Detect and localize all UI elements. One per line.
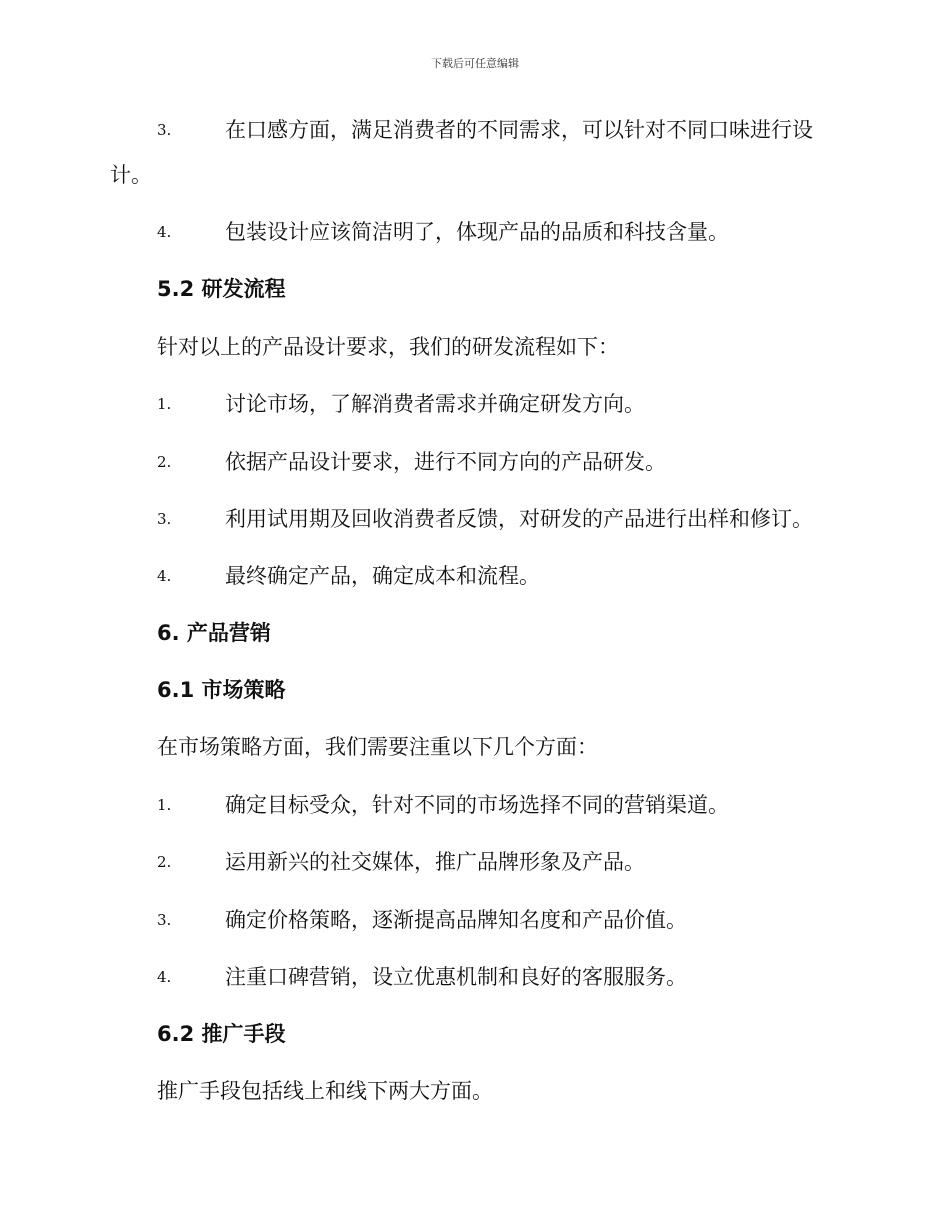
list-number: 2.: [157, 453, 172, 471]
list-item-text: 包装设计应该简洁明了，体现产品的品质和科技含量。: [225, 220, 729, 244]
list-item-text: 运用新兴的社交媒体，推广品牌形象及产品。: [225, 850, 645, 874]
section-heading-6-2: 6.2 推广手段: [157, 1022, 286, 1046]
list-number: 2.: [157, 853, 172, 871]
list-item-text: 在口感方面，满足消费者的不同需求，可以针对不同口味进行设: [225, 118, 813, 142]
list-number: 3.: [157, 510, 172, 528]
section-heading-6-1: 6.1 市场策略: [157, 678, 286, 702]
section-heading-6: 6. 产品营销: [157, 621, 271, 645]
list-number: 4.: [157, 223, 172, 241]
list-item-text: 注重口碑营销，设立优惠机制和良好的客服服务。: [225, 965, 687, 989]
list-item-text: 依据产品设计要求，进行不同方向的产品研发。: [225, 450, 666, 474]
list-number: 4.: [157, 567, 172, 585]
list-number: 1.: [157, 796, 172, 814]
list-item-text: 利用试用期及回收消费者反馈，对研发的产品进行出样和修订。: [225, 507, 813, 531]
list-item-text: 最终确定产品，确定成本和流程。: [225, 564, 540, 588]
list-item-text: 讨论市场，了解消费者需求并确定研发方向。: [225, 392, 645, 416]
list-item-continuation: 计。: [110, 163, 152, 187]
list-number: 3.: [157, 121, 172, 139]
page-header: 下载后可任意编辑: [431, 57, 519, 70]
paragraph-intro: 针对以上的产品设计要求，我们的研发流程如下：: [157, 335, 619, 359]
paragraph-intro: 推广手段包括线上和线下两大方面。: [157, 1079, 493, 1103]
list-item-text: 确定目标受众，针对不同的市场选择不同的营销渠道。: [225, 793, 729, 817]
list-number: 3.: [157, 911, 172, 929]
paragraph-intro: 在市场策略方面，我们需要注重以下几个方面：: [157, 735, 598, 759]
list-number: 1.: [157, 395, 172, 413]
section-heading-5-2: 5.2 研发流程: [157, 277, 286, 301]
list-item-text: 确定价格策略，逐渐提高品牌知名度和产品价值。: [225, 908, 687, 932]
list-number: 4.: [157, 968, 172, 986]
